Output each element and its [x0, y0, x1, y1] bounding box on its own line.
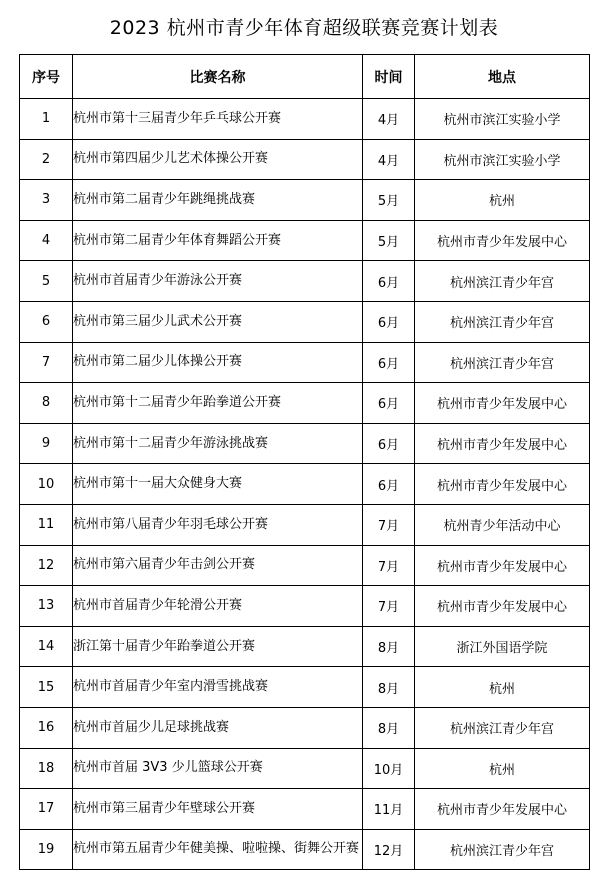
- event-name: 杭州市首届青少年轮滑公开赛: [73, 586, 363, 627]
- row-number: 11: [20, 504, 73, 545]
- table-row: [20, 139, 590, 180]
- event-venue: 杭州市滨江实验小学: [415, 139, 590, 180]
- event-venue: 杭州市青少年发展中心: [415, 789, 590, 830]
- event-month: 6月: [363, 301, 415, 342]
- event-venue: 杭州滨江青少年宫: [415, 342, 590, 383]
- row-number: 19: [20, 829, 73, 870]
- table-row: [20, 180, 590, 221]
- event-month: 6月: [363, 342, 415, 383]
- event-venue: 杭州滨江青少年宫: [415, 301, 590, 342]
- event-venue: 杭州: [415, 667, 590, 708]
- event-month: 6月: [363, 383, 415, 424]
- table-row: [20, 626, 590, 667]
- table-header-row: [20, 55, 590, 99]
- row-number: 18: [20, 748, 73, 789]
- event-month: 7月: [363, 504, 415, 545]
- event-month: 4月: [363, 139, 415, 180]
- event-name: 杭州市第十二届青少年游泳挑战赛: [73, 423, 363, 464]
- header-name: 比赛名称: [73, 55, 363, 99]
- event-name: 杭州市首届少儿足球挑战赛: [73, 707, 363, 748]
- event-month: 5月: [363, 220, 415, 261]
- event-month: 6月: [363, 423, 415, 464]
- row-number: 15: [20, 667, 73, 708]
- row-number: 13: [20, 586, 73, 627]
- table-row: [20, 504, 590, 545]
- row-number: 2: [20, 139, 73, 180]
- event-name: 杭州市第六届青少年击剑公开赛: [73, 545, 363, 586]
- event-month: 7月: [363, 586, 415, 627]
- table-row: [20, 829, 590, 870]
- event-venue: 杭州市青少年发展中心: [415, 423, 590, 464]
- event-venue: 杭州滨江青少年宫: [415, 707, 590, 748]
- table-row: [20, 789, 590, 830]
- event-month: 12月: [363, 829, 415, 870]
- header-no: 序号: [20, 55, 73, 99]
- event-month: 7月: [363, 545, 415, 586]
- event-name: 杭州市第八届青少年羽毛球公开赛: [73, 504, 363, 545]
- row-number: 12: [20, 545, 73, 586]
- table-row: [20, 301, 590, 342]
- table-row: [20, 707, 590, 748]
- row-number: 8: [20, 383, 73, 424]
- event-venue: 杭州: [415, 180, 590, 221]
- event-month: 6月: [363, 261, 415, 302]
- event-name: 杭州市第四届少儿艺术体操公开赛: [73, 139, 363, 180]
- event-month: 5月: [363, 180, 415, 221]
- event-venue: 杭州滨江青少年宫: [415, 261, 590, 302]
- event-venue: 杭州市青少年发展中心: [415, 220, 590, 261]
- row-number: 3: [20, 180, 73, 221]
- row-number: 9: [20, 423, 73, 464]
- event-name: 杭州市第十一届大众健身大赛: [73, 464, 363, 505]
- event-name: 杭州市首届青少年室内滑雪挑战赛: [73, 667, 363, 708]
- page-title: 2023 杭州市青少年体育超级联赛竞赛计划表: [109, 17, 499, 39]
- row-number: 6: [20, 301, 73, 342]
- header-month: 时间: [363, 55, 415, 99]
- event-venue: 杭州青少年活动中心: [415, 504, 590, 545]
- event-name: 杭州市首届 3V3 少儿篮球公开赛: [73, 748, 363, 789]
- event-name: 杭州市第三届青少年壁球公开赛: [73, 789, 363, 830]
- event-venue: 杭州市青少年发展中心: [415, 383, 590, 424]
- table-row: [20, 464, 590, 505]
- event-venue: 杭州: [415, 748, 590, 789]
- event-name: 杭州市第二届少儿体操公开赛: [73, 342, 363, 383]
- event-month: 6月: [363, 464, 415, 505]
- row-number: 1: [20, 99, 73, 140]
- event-name: 杭州市第三届少儿武术公开赛: [73, 301, 363, 342]
- event-name: 杭州市首届青少年游泳公开赛: [73, 261, 363, 302]
- table-row: [20, 220, 590, 261]
- row-number: 4: [20, 220, 73, 261]
- table-row: [20, 423, 590, 464]
- event-month: 10月: [363, 748, 415, 789]
- event-venue: 杭州市青少年发展中心: [415, 545, 590, 586]
- table-row: [20, 667, 590, 708]
- row-number: 14: [20, 626, 73, 667]
- event-name: 杭州市第五届青少年健美操、啦啦操、街舞公开赛: [73, 829, 363, 870]
- event-name: 杭州市第二届青少年跳绳挑战赛: [73, 180, 363, 221]
- row-number: 17: [20, 789, 73, 830]
- event-name: 浙江第十届青少年跆拳道公开赛: [73, 626, 363, 667]
- event-venue: 杭州市滨江实验小学: [415, 99, 590, 140]
- event-name: 杭州市第二届青少年体育舞蹈公开赛: [73, 220, 363, 261]
- table-row: [20, 748, 590, 789]
- table-row: [20, 261, 590, 302]
- event-month: 4月: [363, 99, 415, 140]
- event-month: 8月: [363, 707, 415, 748]
- event-venue: 杭州滨江青少年宫: [415, 829, 590, 870]
- row-number: 16: [20, 707, 73, 748]
- event-venue: 杭州市青少年发展中心: [415, 464, 590, 505]
- event-month: 8月: [363, 667, 415, 708]
- table-row: [20, 545, 590, 586]
- schedule-table: [19, 54, 590, 870]
- event-name: 杭州市第十三届青少年乒乓球公开赛: [73, 99, 363, 140]
- table-row: [20, 383, 590, 424]
- event-venue: 浙江外国语学院: [415, 626, 590, 667]
- table-row: [20, 586, 590, 627]
- event-venue: 杭州市青少年发展中心: [415, 586, 590, 627]
- header-venue: 地点: [415, 55, 590, 99]
- row-number: 7: [20, 342, 73, 383]
- event-month: 8月: [363, 626, 415, 667]
- row-number: 5: [20, 261, 73, 302]
- event-name: 杭州市第十二届青少年跆拳道公开赛: [73, 383, 363, 424]
- table-row: [20, 342, 590, 383]
- event-month: 11月: [363, 789, 415, 830]
- table-row: [20, 99, 590, 140]
- row-number: 10: [20, 464, 73, 505]
